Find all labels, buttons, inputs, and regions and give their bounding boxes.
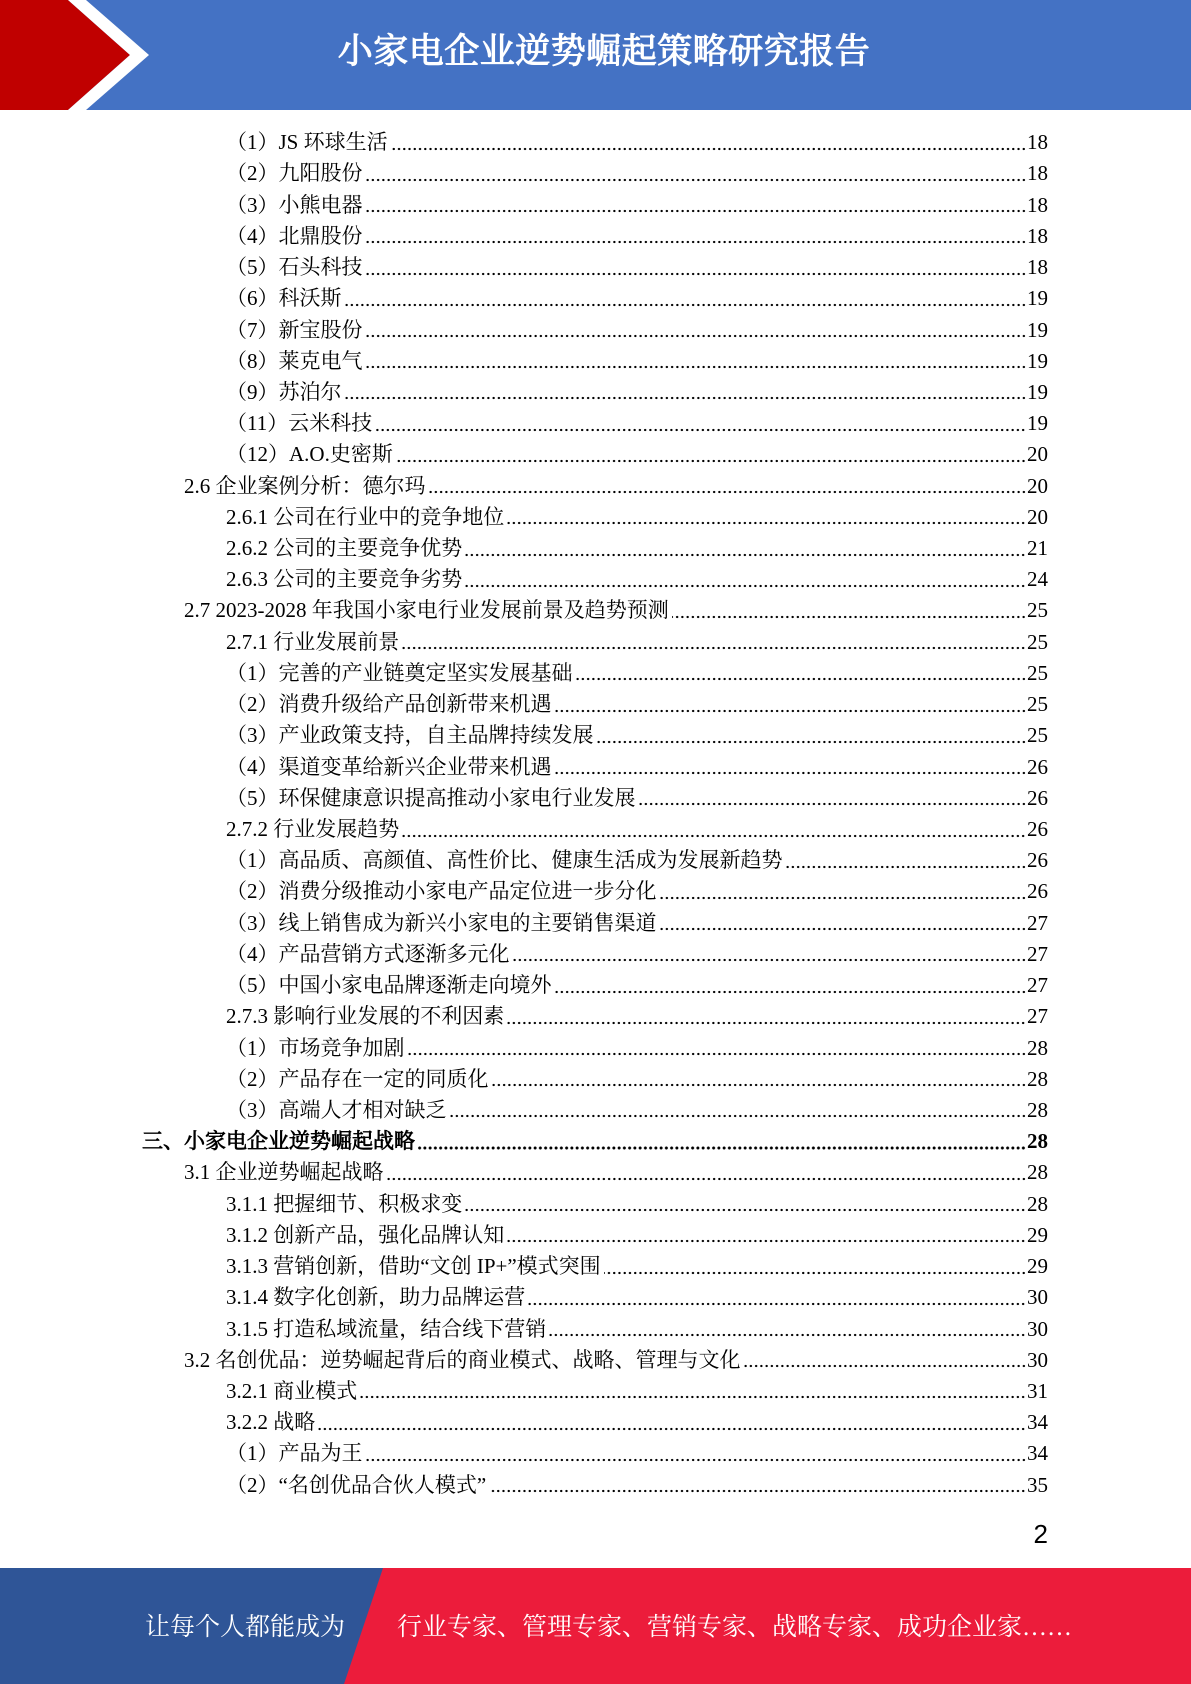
page-footer — [0, 1568, 1191, 1684]
toc-dot-leader — [555, 689, 1027, 720]
toc-entry-label: （11）云米科技 — [226, 411, 373, 436]
toc-dot-leader — [660, 908, 1027, 939]
toc-entry-label: （3）小熊电器 — [226, 192, 363, 217]
toc-dot-leader — [604, 1251, 1026, 1282]
toc-entry[interactable] — [0, 533, 1048, 564]
toc-entry[interactable] — [0, 158, 1048, 189]
toc-entry-page-number: 30 — [1027, 1285, 1048, 1310]
toc-entry-label: 3.1 企业逆势崛起战略 — [184, 1160, 384, 1185]
toc-dot-leader — [429, 471, 1027, 502]
toc-dot-leader — [660, 876, 1027, 907]
toc-dot-leader — [465, 564, 1026, 595]
toc-dot-leader — [366, 1438, 1027, 1469]
toc-dot-leader — [513, 939, 1027, 970]
toc-dot-leader — [366, 315, 1027, 346]
toc-entry-label: （5）石头科技 — [226, 255, 363, 280]
toc-entry-page-number: 25 — [1027, 723, 1048, 748]
toc-entry-label: （2）“名创优品合伙人模式” — [226, 1472, 487, 1497]
toc-entry-page-number: 26 — [1027, 879, 1048, 904]
toc-entry-label: （1）完善的产业链奠定坚实发展基础 — [226, 660, 573, 685]
toc-entry-label: 2.6 企业案例分析：德尔玛 — [184, 473, 426, 498]
toc-entry-label: （1）市场竞争加剧 — [226, 1035, 405, 1060]
toc-dot-leader — [465, 1189, 1026, 1220]
toc-entry[interactable] — [0, 845, 1048, 876]
toc-entry-label: 2.6.2 公司的主要竞争优势 — [226, 536, 463, 561]
toc-entry[interactable] — [0, 908, 1048, 939]
page-number: 2 — [1033, 1519, 1048, 1549]
toc-entry[interactable] — [0, 502, 1048, 533]
footer-slogan-right: 行业专家、管理专家、营销专家、战略专家、成功企业家…… — [397, 1614, 1073, 1641]
toc-entry[interactable] — [0, 1220, 1048, 1251]
toc-entry-page-number: 25 — [1027, 629, 1048, 654]
toc-dot-leader — [366, 346, 1027, 377]
toc-entry-label: 3.1.4 数字化创新，助力品牌运营 — [226, 1285, 526, 1310]
toc-dot-leader — [450, 1095, 1027, 1126]
toc-entry[interactable] — [0, 658, 1048, 689]
toc-entry-page-number: 18 — [1027, 161, 1048, 186]
toc-entry-page-number: 28 — [1027, 1129, 1048, 1154]
toc-entry-page-number: 30 — [1027, 1316, 1048, 1341]
toc-dot-leader — [318, 1407, 1026, 1438]
toc-dot-leader — [396, 439, 1026, 470]
toc-entry[interactable] — [0, 1407, 1048, 1438]
toc-dot-leader — [507, 1220, 1026, 1251]
toc-entry-page-number: 34 — [1027, 1441, 1048, 1466]
toc-entry-label: （2）消费升级给产品创新带来机遇 — [226, 692, 552, 717]
toc-entry[interactable] — [0, 377, 1048, 408]
toc-entry-page-number: 28 — [1027, 1160, 1048, 1185]
page-header — [0, 0, 1191, 110]
toc-entry[interactable] — [0, 1470, 1048, 1501]
toc-dot-leader — [366, 252, 1027, 283]
toc-entry-page-number: 18 — [1027, 130, 1048, 155]
toc-entry-page-number: 28 — [1027, 1066, 1048, 1091]
toc-entry-page-number: 18 — [1027, 223, 1048, 248]
toc-entry-label: （4）产品营销方式逐渐多元化 — [226, 941, 510, 966]
toc-entry[interactable] — [0, 283, 1048, 314]
toc-entry[interactable] — [0, 939, 1048, 970]
toc-entry[interactable] — [0, 1126, 1048, 1157]
toc-entry-page-number: 28 — [1027, 1097, 1048, 1122]
toc-entry-page-number: 27 — [1027, 910, 1048, 935]
toc-entry[interactable] — [0, 783, 1048, 814]
table-of-contents — [0, 127, 1048, 1501]
toc-entry-page-number: 34 — [1027, 1410, 1048, 1435]
toc-entry-page-number: 21 — [1027, 536, 1048, 561]
toc-entry-label: 三、小家电企业逆势崛起战略 — [142, 1129, 415, 1154]
toc-entry-label: 2.7.3 影响行业发展的不利因素 — [226, 1004, 505, 1029]
toc-entry[interactable] — [0, 1033, 1048, 1064]
toc-entry-page-number: 20 — [1027, 442, 1048, 467]
toc-entry-label: 3.1.5 打造私域流量，结合线下营销 — [226, 1316, 547, 1341]
toc-dot-leader — [555, 752, 1027, 783]
toc-entry[interactable] — [0, 1345, 1048, 1376]
toc-entry-page-number: 29 — [1027, 1222, 1048, 1247]
toc-dot-leader — [366, 190, 1027, 221]
toc-dot-leader — [402, 814, 1026, 845]
toc-entry-label: 3.1.3 营销创新，借助“文创 IP+”模式突围 — [226, 1254, 601, 1279]
toc-entry-page-number: 26 — [1027, 817, 1048, 841]
toc-entry-page-number: 18 — [1027, 192, 1048, 217]
toc-entry[interactable] — [0, 315, 1048, 346]
toc-dot-leader — [507, 1001, 1026, 1032]
toc-entry[interactable] — [0, 252, 1048, 283]
toc-entry[interactable] — [0, 1314, 1048, 1345]
toc-entry[interactable] — [0, 346, 1048, 377]
toc-entry[interactable] — [0, 1282, 1048, 1313]
toc-entry-page-number: 20 — [1027, 504, 1048, 529]
toc-entry-label: （5）中国小家电品牌逐渐走向境外 — [226, 973, 552, 998]
toc-entry[interactable] — [0, 876, 1048, 907]
toc-entry[interactable] — [0, 1376, 1048, 1407]
toc-entry[interactable] — [0, 595, 1048, 626]
toc-entry[interactable] — [0, 221, 1048, 252]
toc-entry-label: （12）A.O.史密斯 — [226, 442, 393, 467]
toc-dot-leader — [786, 845, 1027, 876]
toc-entry-label: 3.2 名创优品：逆势崛起背后的商业模式、战略、管理与文化 — [184, 1347, 741, 1372]
toc-entry-label: 2.6.3 公司的主要竞争劣势 — [226, 567, 463, 592]
toc-entry[interactable] — [0, 190, 1048, 221]
toc-dot-leader — [418, 1126, 1026, 1157]
toc-entry-label: 2.7.1 行业发展前景 — [226, 629, 400, 654]
toc-dot-leader — [672, 595, 1026, 626]
toc-entry-label: 2.7 2023-2028 年我国小家电行业发展前景及趋势预测 — [184, 598, 669, 623]
toc-dot-leader — [639, 783, 1027, 814]
toc-entry[interactable] — [0, 689, 1048, 720]
toc-entry-page-number: 35 — [1027, 1472, 1048, 1497]
toc-entry[interactable] — [0, 1064, 1048, 1095]
toc-entry-label: （4）北鼎股份 — [226, 223, 363, 248]
toc-entry-label: （3）线上销售成为新兴小家电的主要销售渠道 — [226, 910, 657, 935]
toc-entry-page-number: 25 — [1027, 660, 1048, 685]
toc-entry-label: （4）渠道变革给新兴企业带来机遇 — [226, 754, 552, 779]
toc-entry-page-number: 29 — [1027, 1254, 1048, 1279]
toc-entry[interactable] — [0, 1001, 1048, 1032]
toc-entry-page-number: 18 — [1027, 255, 1048, 280]
toc-entry[interactable] — [0, 720, 1048, 751]
toc-entry-label: （5）环保健康意识提高推动小家电行业发展 — [226, 785, 636, 810]
toc-dot-leader — [549, 1314, 1026, 1345]
toc-entry-page-number: 19 — [1027, 348, 1048, 373]
toc-dot-leader — [465, 533, 1026, 564]
toc-dot-leader — [375, 408, 1026, 439]
toc-entry-label: （7）新宝股份 — [226, 317, 363, 342]
toc-dot-leader — [366, 158, 1027, 189]
toc-entry-label: （9）苏泊尔 — [226, 379, 342, 404]
toc-entry-label: （3）产业政策支持，自主品牌持续发展 — [226, 723, 594, 748]
toc-entry[interactable] — [0, 1251, 1048, 1282]
toc-entry-label: 3.1.2 创新产品，强化品牌认知 — [226, 1222, 505, 1247]
toc-entry[interactable] — [0, 471, 1048, 502]
toc-entry-label: （2）产品存在一定的同质化 — [226, 1066, 489, 1091]
toc-entry-page-number: 25 — [1027, 598, 1048, 623]
toc-entry-label: （8）莱克电气 — [226, 348, 363, 373]
toc-entry[interactable] — [0, 1189, 1048, 1220]
toc-entry-page-number: 26 — [1027, 754, 1048, 779]
toc-entry-page-number: 31 — [1027, 1378, 1048, 1403]
toc-dot-leader — [492, 1064, 1027, 1095]
toc-entry[interactable] — [0, 752, 1048, 783]
toc-entry[interactable] — [0, 814, 1048, 845]
toc-entry-page-number: 19 — [1027, 411, 1048, 436]
toc-entry-label: 2.6.1 公司在行业中的竞争地位 — [226, 504, 505, 529]
toc-entry-page-number: 27 — [1027, 973, 1048, 998]
toc-dot-leader — [528, 1282, 1026, 1313]
toc-entry-label: （1）高品质、高颜值、高性价比、健康生活成为发展新趋势 — [226, 848, 783, 873]
toc-entry-label: 2.7.2 行业发展趋势 — [226, 817, 400, 841]
toc-entry-label: （1）JS 环球生活 — [226, 130, 388, 155]
toc-dot-leader — [507, 502, 1026, 533]
toc-entry-page-number: 30 — [1027, 1347, 1048, 1372]
toc-entry-page-number: 26 — [1027, 785, 1048, 810]
toc-entry[interactable] — [0, 564, 1048, 595]
toc-dot-leader — [387, 1157, 1027, 1188]
toc-entry[interactable] — [0, 408, 1048, 439]
toc-entry-label: （1）产品为王 — [226, 1441, 363, 1466]
report-title: 小家电企业逆势崛起策略研究报告 — [337, 32, 871, 71]
toc-entry-label: 3.2.2 战略 — [226, 1410, 316, 1435]
toc-entry-page-number: 27 — [1027, 1004, 1048, 1029]
toc-entry-page-number: 25 — [1027, 692, 1048, 717]
toc-dot-leader — [391, 127, 1026, 158]
toc-entry[interactable] — [0, 1157, 1048, 1188]
toc-dot-leader — [576, 658, 1027, 689]
toc-entry[interactable] — [0, 970, 1048, 1001]
toc-entry-label: （3）高端人才相对缺乏 — [226, 1097, 447, 1122]
toc-dot-leader — [489, 1470, 1026, 1501]
toc-entry-page-number: 20 — [1027, 473, 1048, 498]
toc-dot-leader — [360, 1376, 1026, 1407]
toc-entry-page-number: 19 — [1027, 317, 1048, 342]
toc-dot-leader — [345, 283, 1027, 314]
toc-entry-label: 3.1.1 把握细节、积极求变 — [226, 1191, 463, 1216]
toc-dot-leader — [402, 627, 1026, 658]
toc-entry[interactable] — [0, 127, 1048, 158]
toc-entry-page-number: 19 — [1027, 286, 1048, 311]
toc-entry-page-number: 19 — [1027, 379, 1048, 404]
toc-entry[interactable] — [0, 439, 1048, 470]
toc-dot-leader — [366, 221, 1027, 252]
toc-dot-leader — [345, 377, 1027, 408]
toc-dot-leader — [408, 1033, 1027, 1064]
toc-dot-leader — [744, 1345, 1027, 1376]
toc-entry-page-number: 26 — [1027, 848, 1048, 873]
toc-dot-leader — [555, 970, 1027, 1001]
toc-entry[interactable] — [0, 627, 1048, 658]
toc-entry[interactable] — [0, 1438, 1048, 1469]
toc-entry-label: 3.2.1 商业模式 — [226, 1378, 358, 1403]
toc-entry-page-number: 24 — [1027, 567, 1048, 592]
toc-dot-leader — [597, 720, 1027, 751]
toc-entry-page-number: 28 — [1027, 1035, 1048, 1060]
toc-entry[interactable] — [0, 1095, 1048, 1126]
toc-entry-page-number: 28 — [1027, 1191, 1048, 1216]
footer-slogan-left: 让每个人都能成为 — [145, 1614, 346, 1641]
toc-entry-label: （6）科沃斯 — [226, 286, 342, 311]
toc-entry-page-number: 27 — [1027, 941, 1048, 966]
toc-entry-label: （2）九阳股份 — [226, 161, 363, 186]
toc-entry-label: （2）消费分级推动小家电产品定位进一步分化 — [226, 879, 657, 904]
